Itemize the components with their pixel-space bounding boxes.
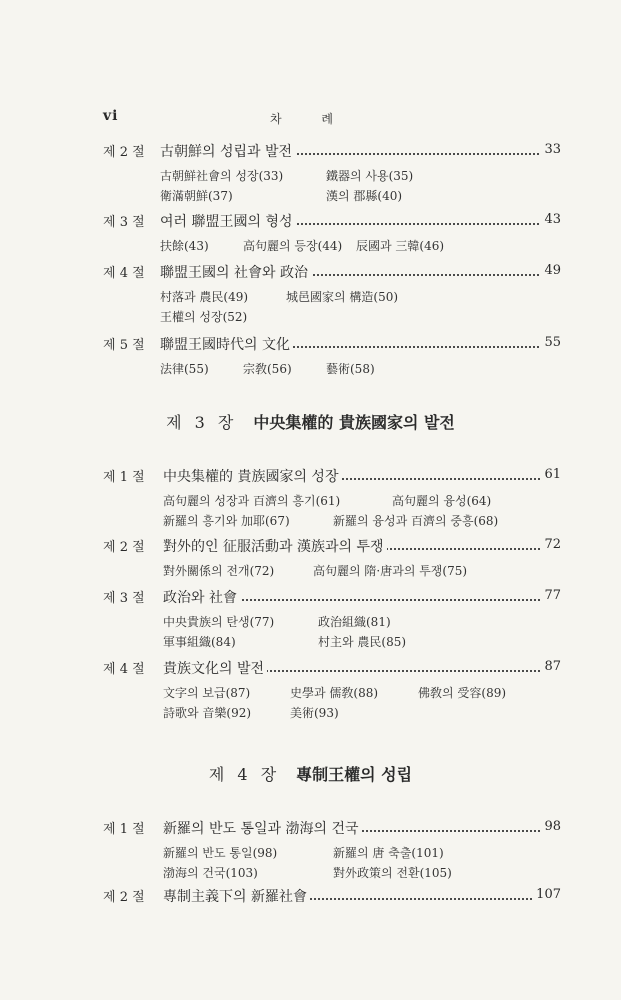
section-page-number: 98 [541,819,561,834]
section-page-number: 33 [541,142,561,157]
subsection-entry: 史學과 儒敎(88) [290,686,379,700]
chapter-4-title: 專制王權의 성립 [296,765,413,784]
section-page-number: 61 [541,467,561,482]
section-number: 제 2 절 [103,145,145,160]
section-title: 專制主義下의 新羅社會 [163,886,310,906]
section-title: 貴族文化의 발전 [163,658,267,678]
section-number: 제 2 절 [103,890,145,905]
subsection-entry: 渤海의 건국(103) [163,866,258,880]
section-page-number: 107 [533,887,561,902]
subsection-entry: 政治組織(81) [318,615,391,629]
section-page-number: 77 [541,588,561,603]
subsection-entry: 村落과 農民(49) [160,290,249,304]
section-title: 聯盟王國의 社會와 政治 [160,262,311,282]
chapter-3-heading [0,410,621,433]
subsection-entry: 高句麗의 등장(44) [243,239,343,253]
section-page-number: 72 [541,537,561,552]
section-number: 제 3 절 [103,591,145,606]
section-page-number: 55 [541,335,561,350]
section-title: 中央集權的 貴族國家의 성장 [163,466,341,486]
subsection-entry: 軍事組織(84) [163,635,236,649]
subsection-entry: 辰國과 三韓(46) [356,239,445,253]
subsection-entry: 詩歌와 音樂(92) [163,706,252,720]
chapter-3-number: 제 3 장 [166,413,238,432]
subsection-entry: 藝術(58) [326,362,375,376]
section-title: 新羅의 반도 통일과 渤海의 건국 [163,818,362,838]
page-number: vi [103,108,119,124]
subsection-entry: 高句麗의 隋·唐과의 투쟁(75) [313,564,468,578]
subsection-entry: 對外政策의 전환(105) [333,866,452,880]
section-number: 제 4 절 [103,662,145,677]
subsection-entry: 法律(55) [160,362,209,376]
subsection-entry: 佛敎의 受容(89) [418,686,507,700]
section-number: 제 4 절 [103,266,145,281]
section-title: 聯盟王國時代의 文化 [160,334,293,354]
section-title: 여러 聯盟王國의 형성 [160,211,296,231]
subsection-entry: 衛滿朝鮮(37) [160,189,233,203]
subsection-entry: 新羅의 唐 축출(101) [333,846,444,860]
subsection-entry: 高句麗의 융성(64) [392,494,492,508]
subsection-entry: 城邑國家의 構造(50) [286,290,399,304]
subsection-entry: 村主와 農民(85) [318,635,407,649]
subsection-entry: 宗敎(56) [243,362,292,376]
section-page-number: 49 [541,263,561,278]
chapter-4-heading [0,762,621,785]
section-number: 제 1 절 [103,822,145,837]
running-head: 차 례 [270,112,351,126]
subsection-entry: 美術(93) [290,706,339,720]
section-title: 政治와 社會 [163,587,240,607]
chapter-3-title: 中央集權的 貴族國家의 발전 [253,413,455,432]
section-page-number: 87 [541,659,561,674]
section-title: 對外的인 征服活動과 漢族과의 투쟁 [163,536,387,556]
subsection-entry: 古朝鮮社會의 성장(33) [160,169,284,183]
section-number: 제 5 절 [103,338,145,353]
subsection-entry: 鐵器의 사용(35) [326,169,414,183]
section-number: 제 1 절 [103,470,145,485]
section-number: 제 3 절 [103,215,145,230]
section-page-number: 43 [541,212,561,227]
subsection-entry: 文字의 보급(87) [163,686,251,700]
chapter-4-number: 제 4 장 [208,765,281,784]
subsection-entry: 高句麗의 성장과 百濟의 흥기(61) [163,494,341,508]
section-number: 제 2 절 [103,540,145,555]
subsection-entry: 新羅의 흥기와 加耶(67) [163,514,290,528]
subsection-entry: 漢의 郡縣(40) [326,189,403,203]
subsection-entry: 中央貴族의 탄생(77) [163,615,275,629]
subsection-entry: 扶餘(43) [160,239,209,253]
section-title: 古朝鮮의 성립과 발전 [160,141,295,161]
subsection-entry: 新羅의 융성과 百濟의 중흥(68) [333,514,499,528]
subsection-entry: 王權의 성장(52) [160,310,248,324]
subsection-entry: 新羅의 반도 통일(98) [163,846,278,860]
subsection-entry: 對外關係의 전개(72) [163,564,275,578]
